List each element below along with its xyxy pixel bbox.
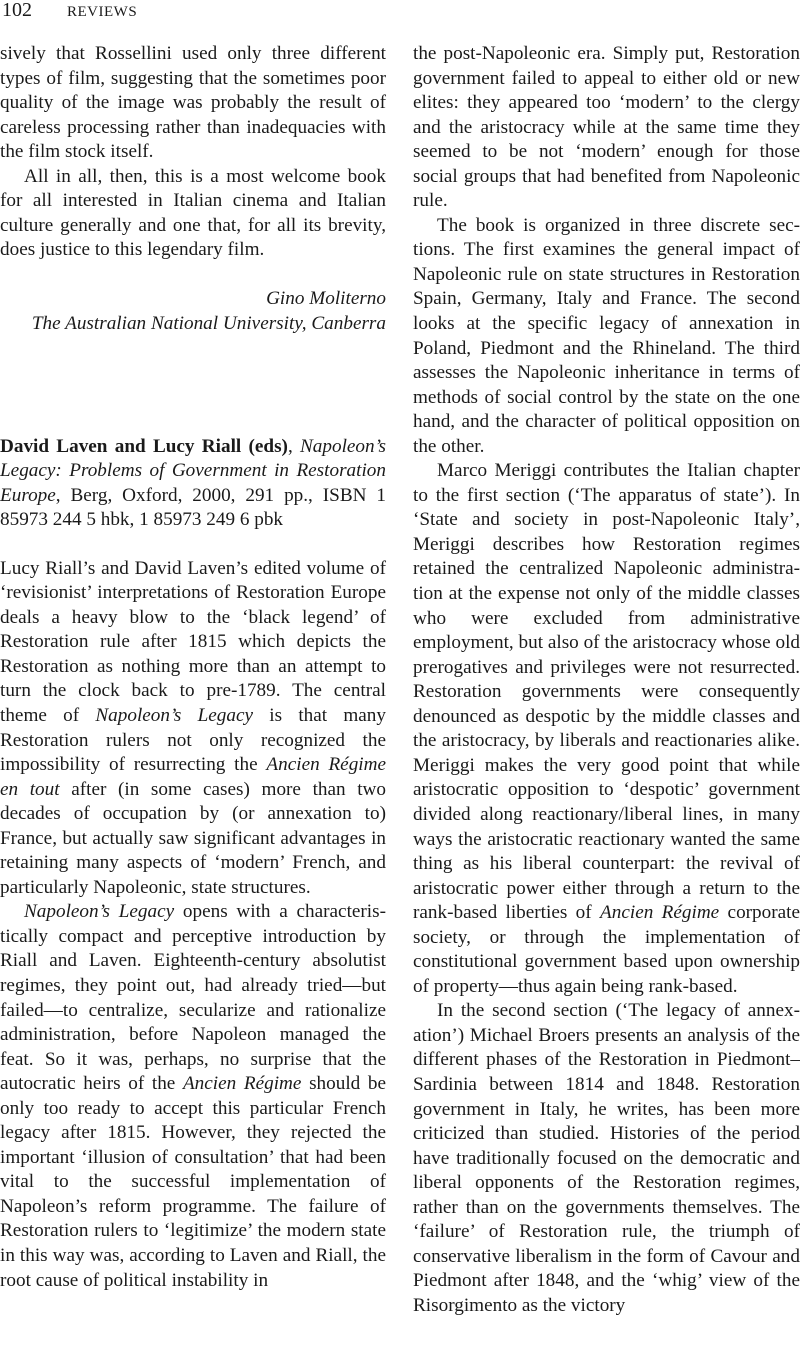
text-run: the post-Napoleonic era. Simply put, Restoration government failed to appeal to either old or new elites: they appeared too ‘modern’ to the clergy and the aristocracy while at the same time they seemed to be not ‘modern’ enough for those social groups that had benefited from Napoleonic rule. [413,43,800,212]
italic-text: Ancien Régime [600,902,720,924]
left-column [0,42,386,1293]
right-column [413,42,800,1318]
running-head: REVIEWS [67,4,138,20]
section-spacer [0,337,386,435]
previous-review-paragraph: sively that Rossellini used only three different types of film, suggesting that the sometimes poor quality of the image was probably the result of careless processing rather than inadequacies with the film stock itself. [0,43,386,163]
page-number: 102 [2,0,32,21]
text-run: The book is organized in three discrete sections. The first examines the general impact of Napoleonic rule on state structures in Restoration Spain, Germany, Italy and France. The second looks at the specific legacy of annexation in Poland, Piedmont and the Rhineland. The third assesses the Napoleonic inheritance in terms of methods of social control by the state on the one hand, and the character of political opposition on the other. [413,214,800,457]
section-spacer [0,533,386,557]
review-paragraph [413,42,800,214]
citation-eds: (eds) [248,435,288,457]
review-paragraph [413,999,800,1318]
citation-title: Napoleon’s Legacy: Problems of Government in Restoration Europe [0,435,386,506]
book-citation: David Laven and Lucy Riall (eds), Napoleon’s Legacy: Problems of Government in Restoration Europe, Berg, Oxford, 2000, 291 pp., ISBN 1 85973 244 5 hbk, 1 85973 249 6 pbk [0,435,386,531]
reviewer-name: Gino Moliterno [266,288,386,310]
review-paragraph [413,459,800,999]
review-paragraph [413,214,800,459]
previous-review-paragraph: All in all, then, this is a most welcome book for all interested in Italian cinema and Italian culture generally and one that, for all its brevity, does justice to this legendary film. [0,165,386,261]
running-header [2,0,137,26]
citation-authors: David Laven and Lucy Riall [0,435,242,457]
italic-text: Ancien Régime [182,1073,302,1095]
text-run: should be only too ready to accept this particular French legacy after 1815. However, they rejected the important ‘illusion of consultation’ that had been vital to the successful implementation of Napoleon’s reform programme. The failure of Restoration rulers to ‘legitimize’ the modern state in this way was, according to Laven and Riall, the root cause of political instability in [0,1073,386,1291]
text-run: corporate society, or through the implementation of constitutional government based upon ownership of property—thus again being rank-based. [413,902,800,997]
citation-details: , Berg, Oxford, 2000, 291 pp., ISBN 1 85973 244 5 hbk, 1 85973 249 6 pbk [0,484,386,531]
text-run: after (in some cases) more than two decades of occupation by (or annexation to) France, but actually saw significant advantages in retaining many aspects of ‘modern’ French, and particularly Napoleonic, state structures. [0,778,386,898]
text-run: Lucy Riall’s and David Laven’s edited volume of ‘revisionist’ interpretations of Restoration Europe deals a heavy blow to the ‘black legend’ of Restoration rule after 1815 which depicts the Restoration as nothing more than an attempt to turn the clock back to pre-1789. The central theme of [0,557,386,726]
italic-text: Napoleon’s Legacy [24,901,175,923]
text-run: Marco Meriggi contributes the Italian chapter to the first section (‘The apparatus of state’). In ‘State and society in post-Napoleonic Italy’, Meriggi describes how Restoration regimes retained the centralized Napoleonic administration at the expense not only of the middle classes who were excluded from administrative employment, but also of the aristocracy whose old prerogatives and privileges were not resurrected. Restoration governments were consequently denounced as despotic by the middle classes and the aristocracy, by liberals and reactionaries alike. Meriggi makes the very good point that while aristocratic opposition to ‘despotic’ government divided along reactionary/liberal lines, in many ways the aristocratic reactionary wanted the same thing as his liberal counterpart: the revival of aristocratic power either through a return to the rank-based liberties of [413,460,800,924]
italic-text: Napoleon’s Legacy [95,704,254,726]
text-run: In the second section (‘The legacy of annexation’) Michael Broers presents an analysis of the different phases of the Restoration in Piedmont–Sardinia between 1814 and 1848. Restoration government in Italy, he writes, has been more criticized than studied. Histories of the period have traditionally focused on the democratic and liberal opponents of the Restoration regimes, rather than on the governments themselves. The ‘failure’ of Restoration rule, the triumph of conservative liberalism in the form of Cavour and Piedmont after 1848, and the ‘whig’ view of the Risorgimento as the victory [413,1000,800,1316]
review-paragraph [0,557,386,901]
text-run: is that many Restoration rulers not only recognized the impossibility of resurrecting the [0,704,386,776]
reviewer-affiliation: The Australian National University, Canberra [31,312,386,334]
italic-text: Ancien Régime en tout [0,754,386,800]
review-paragraph [0,900,386,1293]
text-run: opens with a characteristically compact and perceptive introduction by Riall and Laven. Eighteenth-century absolutist regimes, they point out, had already tried—but failed—to centralize, secularize and rationalize administration, before Napoleon managed the feat. So it was, perhaps, no surprise that the autocratic heirs of the [0,901,386,1095]
